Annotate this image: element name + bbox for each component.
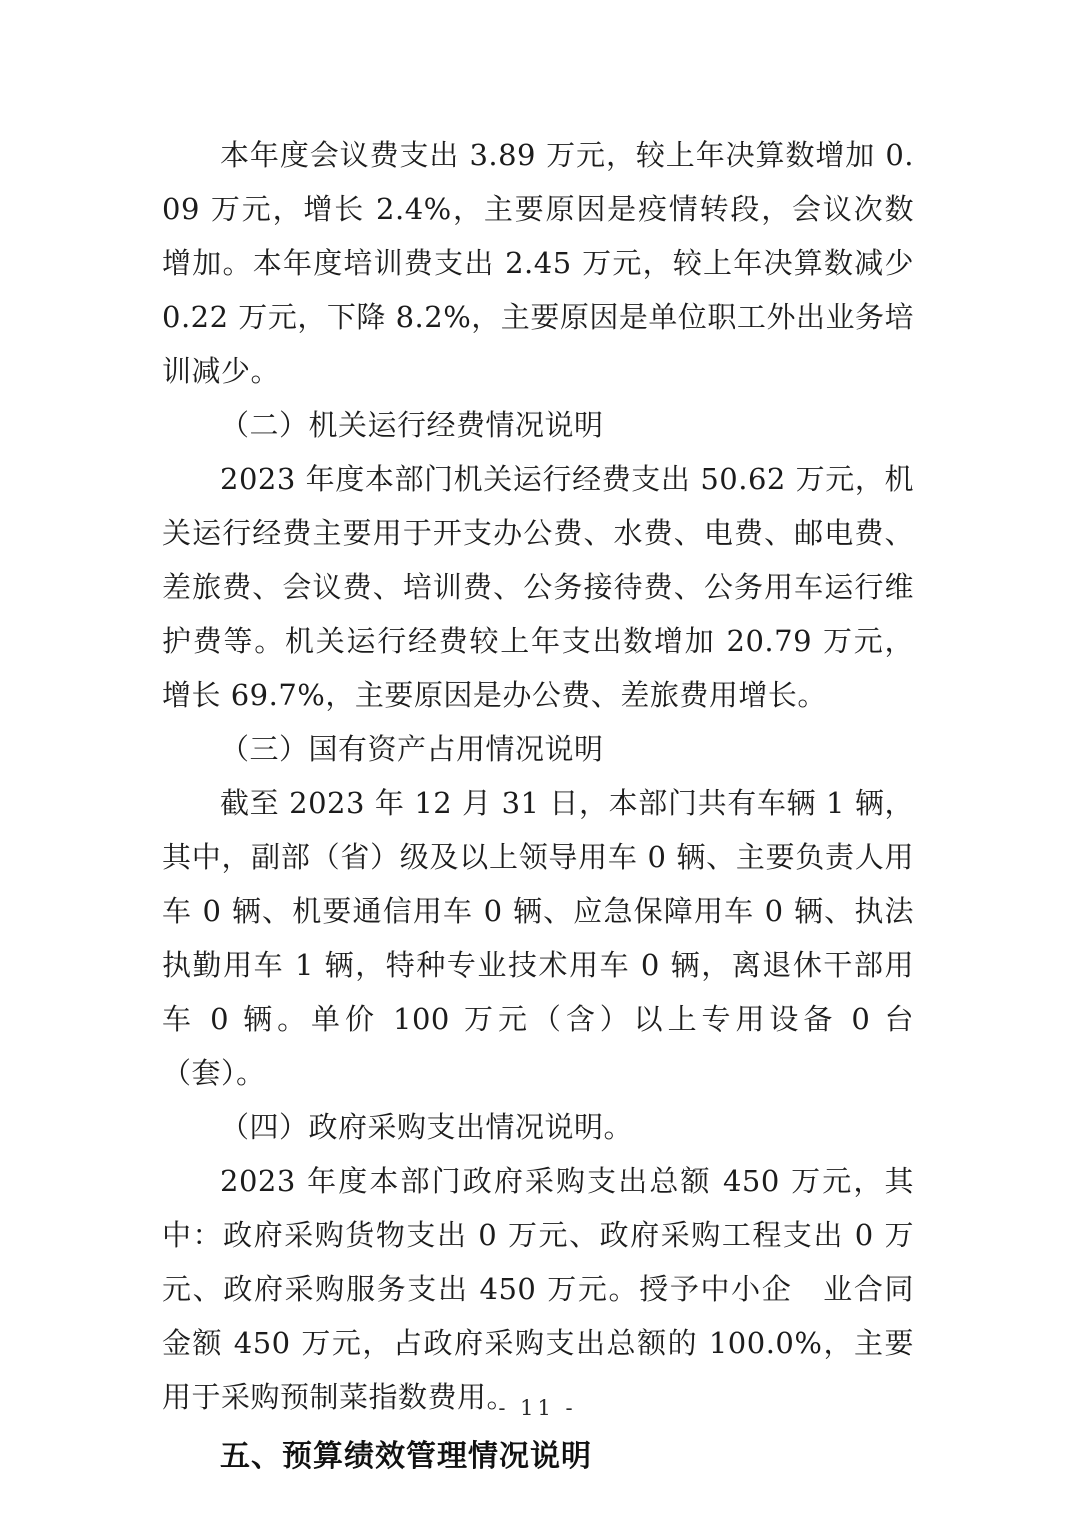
document-body [162,128,914,1484]
subheading-state-assets-occupancy: （三）国有资产占用情况说明 [220,732,604,766]
page-number: - 11 - [498,1396,577,1420]
paragraph-government-procurement: 2023 年度本部门政府采购支出总额 450 万元，其中：政府采购货物支出 0 万元、政府采购工程支出 0 万元、政府采购服务支出 450 万元。授予中小企 业合同金额 450 万元，占政府采购支出总额的 100.0%，主要用于采购预制菜指数费用。 [162,1164,914,1414]
paragraph-agency-operating-funds: 2023 年度本部门机关运行经费支出 50.62 万元，机关运行经费主要用于开支办公费、水费、电费、邮电费、差旅费、会议费、培训费、公务接待费、公务用车运行维护费等。机关运行经费较上年支出数增加 20.79 万元，增长 69.7%，主要原因是办公费、差旅费用增长。 [162,462,914,712]
subheading-agency-operating-funds: （二）机关运行经费情况说明 [220,408,604,442]
paragraph-meeting-training-fees: 本年度会议费支出 3.89 万元，较上年决算数增加 0.09 万元，增长 2.4%，主要原因是疫情转段，会议次数增加。本年度培训费支出 2.45 万元，较上年决算数减少 0.22 万元，下降 8.2%，主要原因是单位职工外出业务培训减少。 [162,138,914,388]
subheading-government-procurement: （四）政府采购支出情况说明。 [220,1110,634,1144]
heading-budget-performance-management: 五、预算绩效管理情况说明 [220,1440,592,1473]
paragraph-state-assets-occupancy: 截至 2023 年 12 月 31 日，本部门共有车辆 1 辆，其中，副部（省）级及以上领导用车 0 辆、主要负责人用车 0 辆、机要通信用车 0 辆、应急保障用车 0 辆、执法执勤用车 1 辆，特种专业技术用车 0 辆，离退休干部用车 0 辆。单价 100 万元（含）以上专用设备 0 台（套）。 [162,786,914,1090]
